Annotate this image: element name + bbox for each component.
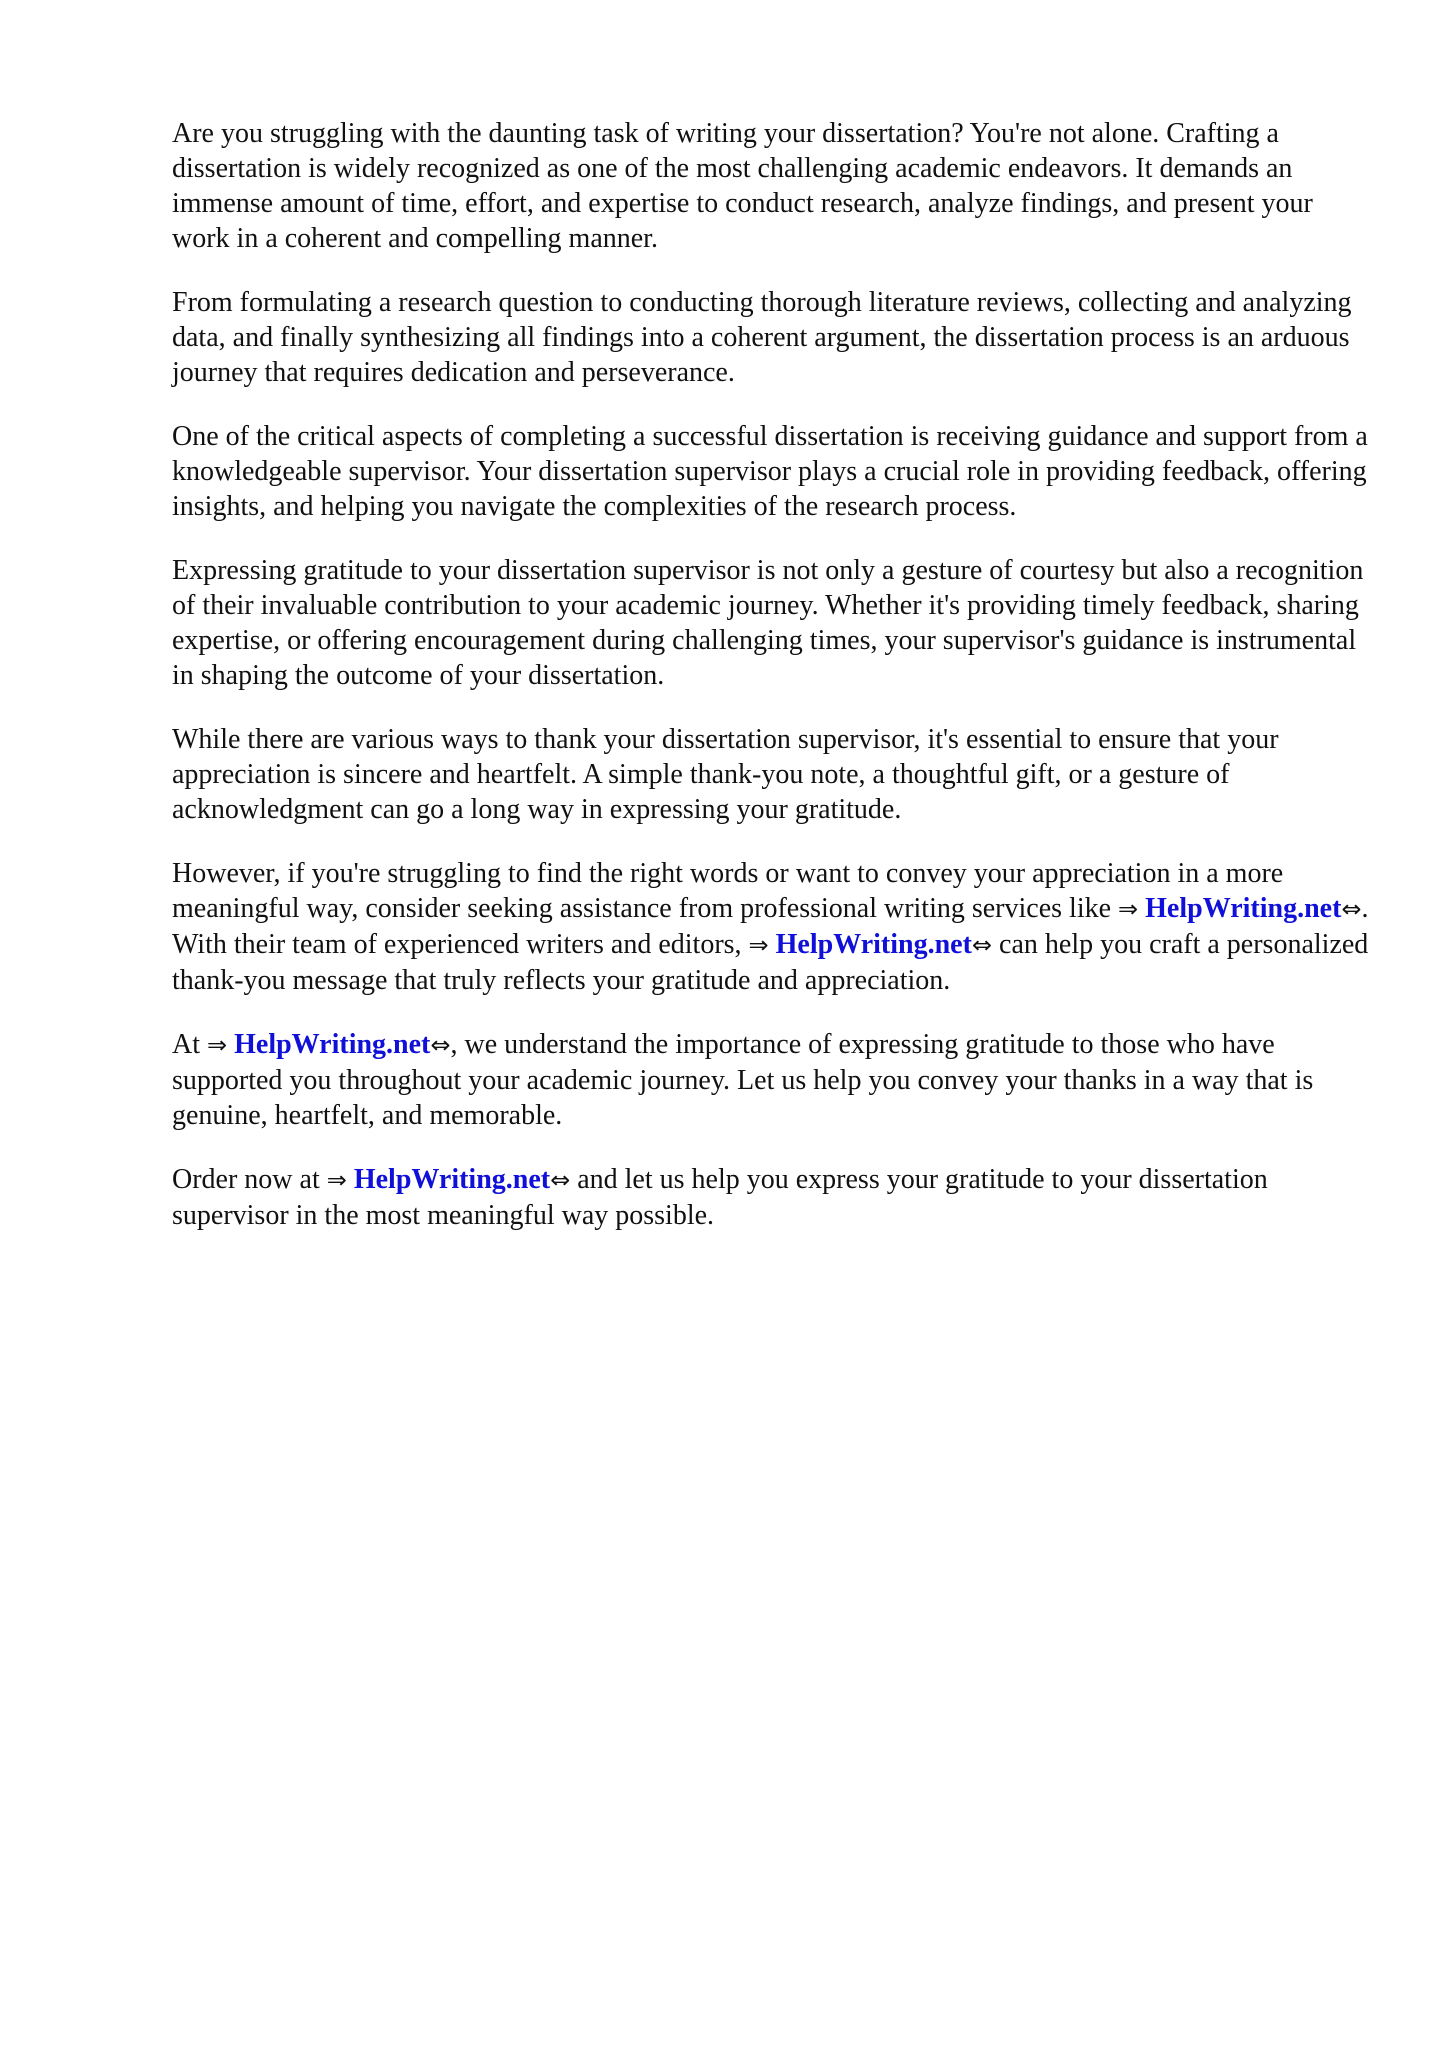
- paragraph-order: [172, 1162, 1372, 1233]
- text: can help you craft a personalized thank-you message that truly reflects your gratitude and appreciation.: [172, 929, 1369, 996]
- helpwriting-link[interactable]: HelpWriting.net: [775, 929, 972, 960]
- text: , we understand the importance of expressing gratitude to those who have supported you throughout your academic journey. Let us help you convey your thanks in a way that is genuine, heartfelt, and memorable.: [172, 1029, 1314, 1131]
- arrow-right-icon: ⇒: [1118, 895, 1139, 923]
- paragraph-at-helpwriting: [172, 1027, 1372, 1133]
- double-arrow-icon: ⇔: [550, 1166, 571, 1194]
- text: However, if you're struggling to find the right words or want to convey your appreciation in a more meaningful way, consider seeking assistance from professional writing services like: [172, 858, 1284, 924]
- helpwriting-link[interactable]: HelpWriting.net: [353, 1164, 551, 1195]
- text: and let us help you express your gratitude to your dissertation supervisor in the most meaningful way possible.: [172, 1164, 1268, 1231]
- document-body: [172, 116, 1372, 1262]
- paragraph-gratitude: Expressing gratitude to your dissertation supervisor is not only a gesture of courtesy but also a recognition of their invaluable contribution to your academic journey. Whether it's providing timely feedback, sharing expertise, or offering encouragement during challenging times, your supervisor's guidance is instrumental in shaping the outcome of your dissertation.: [172, 555, 1364, 691]
- paragraph-services: [172, 856, 1372, 998]
- text: At: [172, 1029, 207, 1060]
- paragraph-ways: While there are various ways to thank your dissertation supervisor, it's essential to ensure that your appreciation is sincere and heartfelt. A simple thank-you note, a thoughtful gift, or a gesture of acknowledgment can go a long way in expressing your gratitude.: [172, 724, 1279, 825]
- double-arrow-icon: ⇔: [430, 1031, 451, 1059]
- text: Order now at: [172, 1164, 327, 1195]
- paragraph-process: From formulating a research question to conducting thorough literature reviews, collecting and analyzing data, and finally synthesizing all findings into a coherent argument, the dissertation process is an arduous journey that requires dedication and perseverance.: [172, 287, 1352, 388]
- double-arrow-icon: ⇔: [971, 931, 993, 959]
- helpwriting-link[interactable]: HelpWriting.net: [1145, 893, 1342, 924]
- paragraph-supervisor: One of the critical aspects of completing a successful dissertation is receiving guidance and support from a knowledgeable supervisor. Your dissertation supervisor plays a crucial role in providing feedback, offering insights, and helping you navigate the complexities of the research process.: [172, 421, 1368, 522]
- double-arrow-icon: ⇔: [1341, 895, 1362, 923]
- helpwriting-link[interactable]: HelpWriting.net: [234, 1029, 431, 1060]
- arrow-right-icon: ⇒: [207, 1031, 228, 1059]
- arrow-right-icon: ⇒: [326, 1166, 347, 1194]
- paragraph-intro: Are you struggling with the daunting task of writing your dissertation? You're not alone. Crafting a dissertation is widely recognized as one of the most challenging academic endeavors. It demands an immense amount of time, effort, and expertise to conduct research, analyze findings, and present your work in a coherent and compelling manner.: [172, 118, 1313, 254]
- text: . With their team of experienced writers and editors,: [172, 893, 1369, 960]
- arrow-right-icon: ⇒: [748, 931, 769, 959]
